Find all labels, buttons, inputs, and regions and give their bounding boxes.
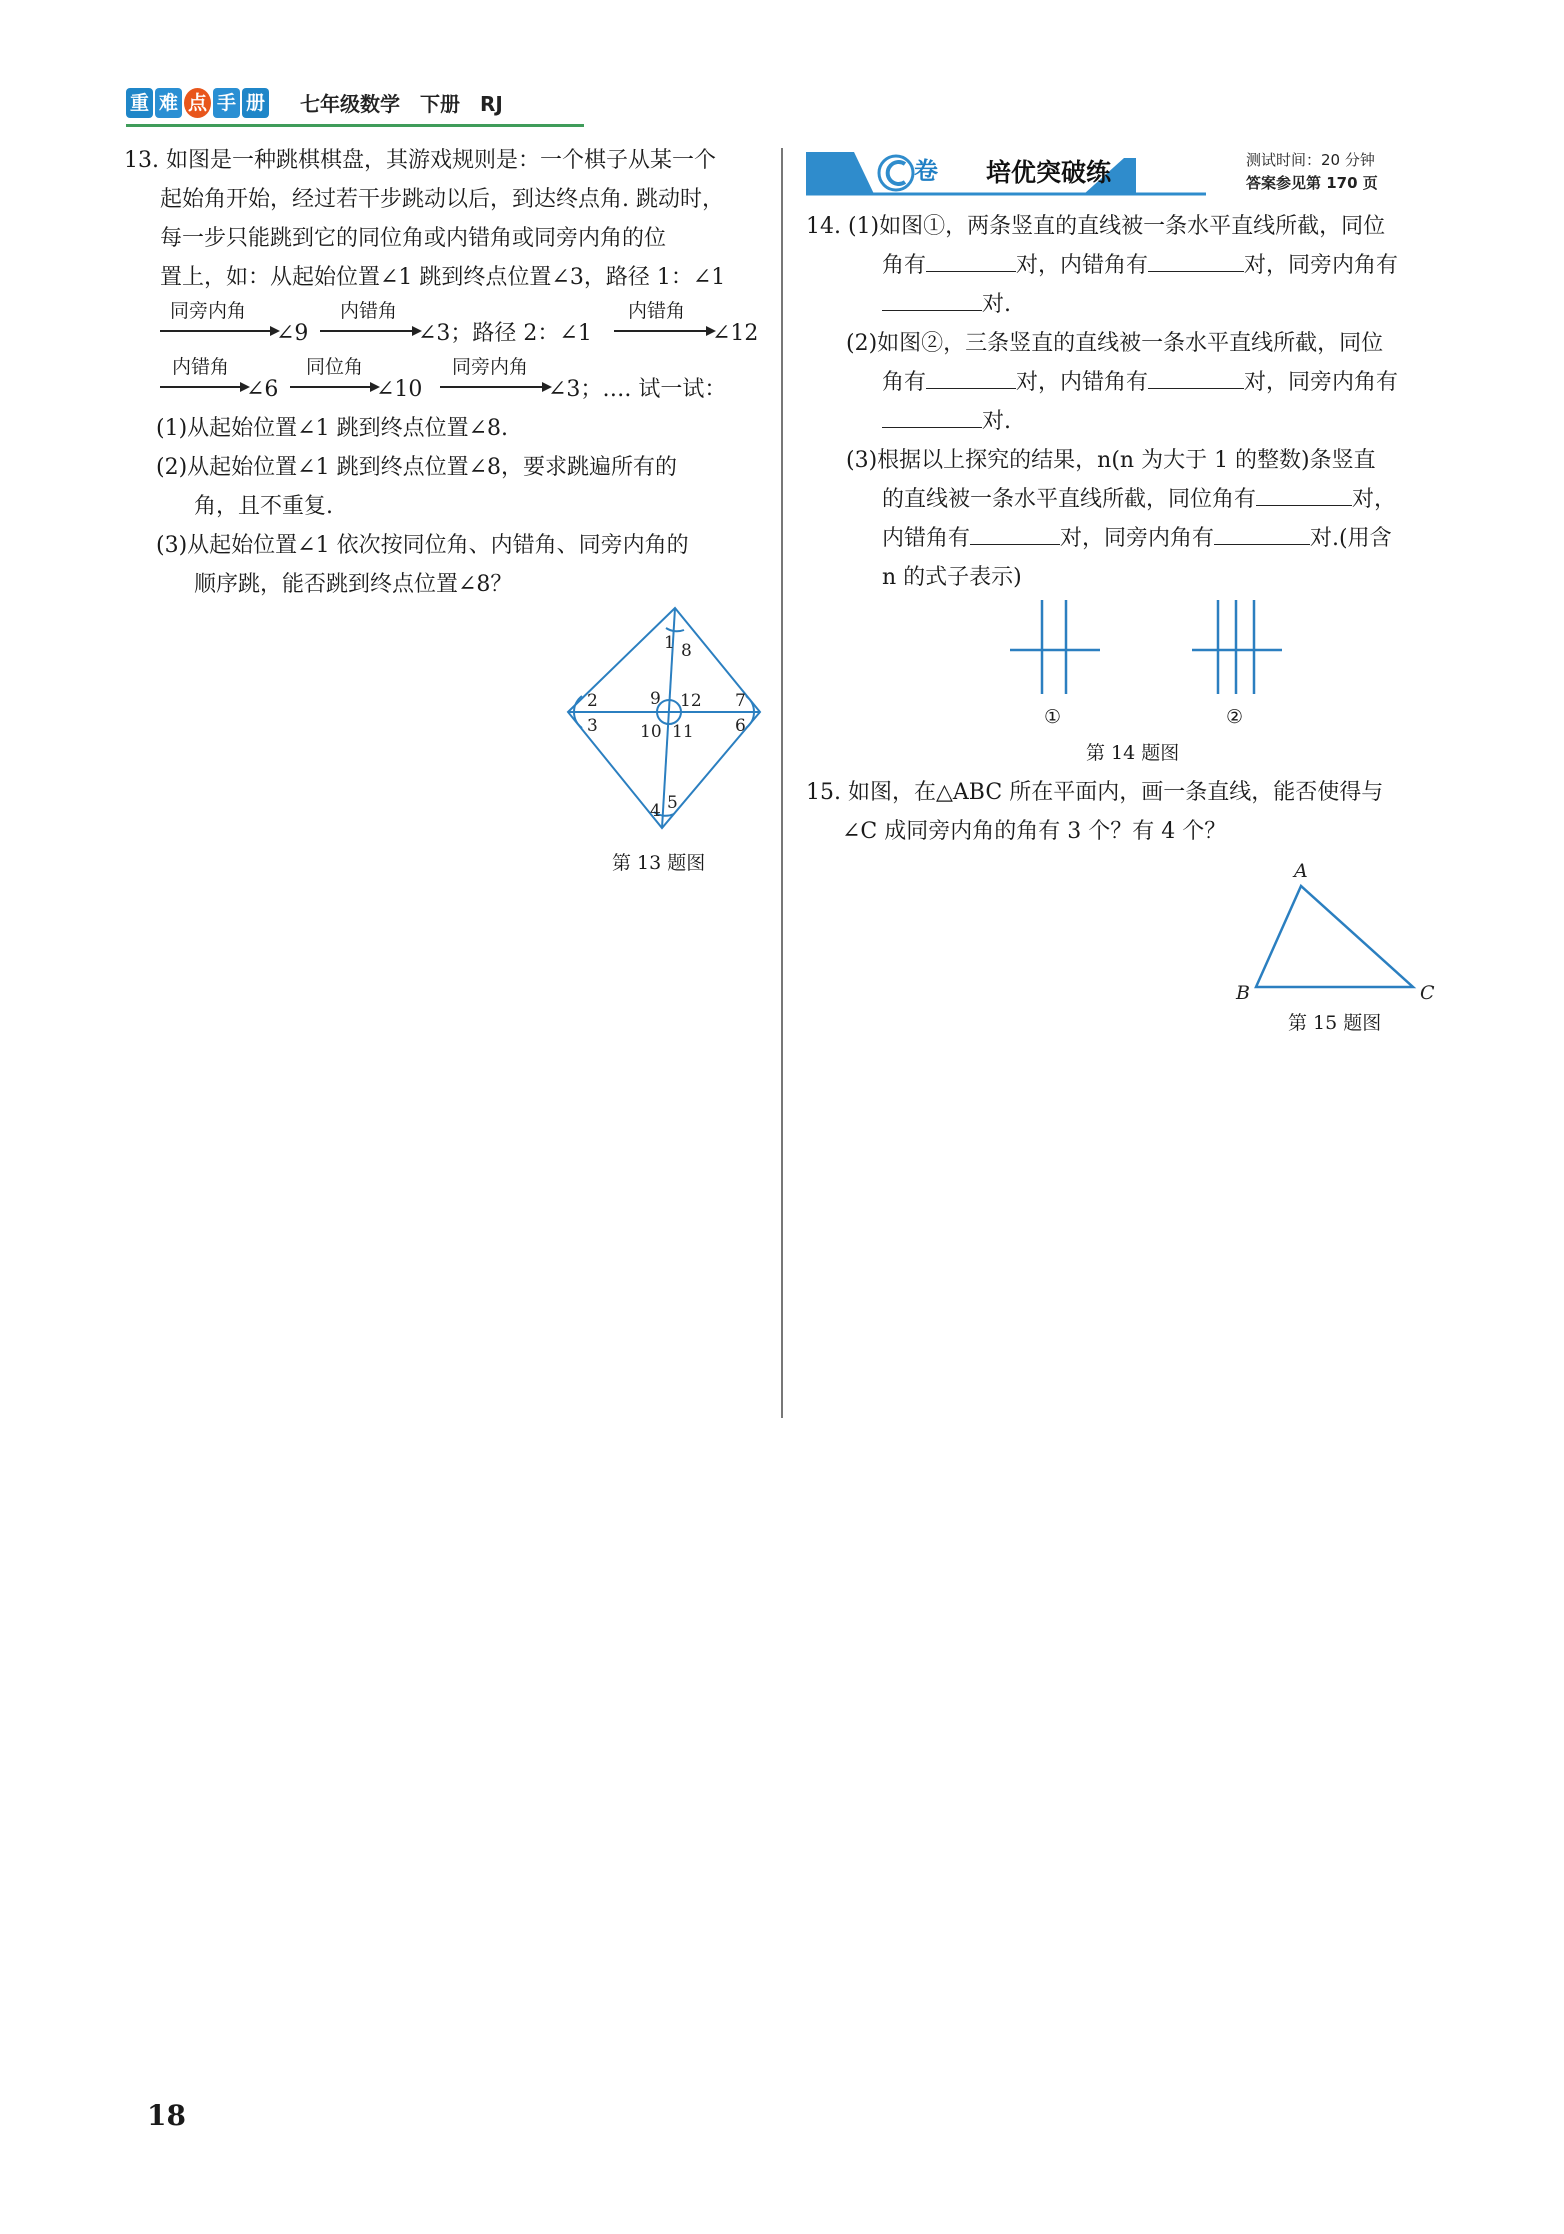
column-divider: [781, 148, 783, 1418]
header-rule: [126, 124, 584, 127]
q13-line-1: 13. 如图是一种跳棋棋盘，其游戏规则是：一个棋子从某一个: [124, 148, 716, 173]
triangle-abc: [1256, 886, 1413, 987]
q14-p1-line-1: 14. (1)如图①，两条竖直的直线被一条水平直线所截，同位: [806, 214, 1386, 239]
q15-line-2: ∠C 成同旁内角的角有 3 个？有 4 个？: [842, 819, 1227, 844]
arrow-line: [290, 386, 372, 388]
angle-text: ∠6: [246, 377, 279, 402]
answer-blank[interactable]: [1148, 364, 1244, 389]
arrow-line: [440, 386, 544, 388]
q15-line-1: 15. 如图，在△ABC 所在平面内，画一条直线，能否使得与: [806, 780, 1384, 805]
q13-sub-3a: (3)从起始位置∠1 依次按同位角、内错角、同旁内角的: [156, 533, 689, 558]
vertex-b-label: B: [1236, 982, 1250, 1004]
q14-p3-line-2: 的直线被一条水平直线所截，同位角有 对，: [882, 481, 1396, 519]
q14-p3-line-1: (3)根据以上探究的结果，n(n 为大于 1 的整数)条竖直: [846, 448, 1376, 473]
q13-line-4: 置上，如：从起始位置∠1 跳到终点位置∠3，路径 1：∠1: [160, 265, 726, 290]
q15-caption: 第 15 题图: [1288, 1012, 1382, 1034]
arrow-label-alternate: 内错角: [172, 356, 230, 378]
arrow-label-alternate: 内错角: [628, 300, 686, 322]
q14-figures: [1000, 598, 1290, 698]
q13-line-2: 起始角开始，经过若干步跳动以后，到达终点角. 跳动时，: [160, 187, 724, 212]
arrow-line: [160, 386, 242, 388]
fig2-label: ②: [1226, 706, 1244, 728]
brand-char: 点: [184, 88, 211, 118]
q14-p2-line-1: (2)如图②，三条竖直的直线被一条水平直线所截，同位: [846, 331, 1384, 356]
angle-label: 6: [735, 716, 746, 736]
fig1-label: ①: [1044, 706, 1062, 728]
q14-p2-line-2: 角有 对，内错角有 对，同旁内角有: [882, 364, 1398, 402]
arrow-line: [614, 330, 708, 332]
q14-p1-line-2: 角有 对，内错角有 对，同旁内角有: [882, 247, 1398, 285]
angle-label: 3: [587, 716, 598, 736]
page-number: 18: [147, 2099, 186, 2132]
angle-label: 11: [672, 722, 694, 742]
answer-blank[interactable]: [882, 286, 982, 311]
q14-p1-line-3: 对.: [882, 286, 1011, 324]
answer-blank[interactable]: [1256, 481, 1352, 506]
answer-blank[interactable]: [1148, 247, 1244, 272]
q14-caption: 第 14 题图: [1086, 742, 1180, 764]
q15-triangle-figure: [1232, 856, 1448, 1006]
angle-label: 4: [650, 801, 661, 821]
angle-text: ∠10: [376, 377, 423, 402]
angle-label: 8: [681, 641, 692, 661]
answer-blank[interactable]: [926, 247, 1016, 272]
arrow-label-corresponding: 同位角: [306, 356, 364, 378]
q13-line-3: 每一步只能跳到它的同位角或内错角或同旁内角的位: [160, 226, 667, 251]
arrow-line: [160, 330, 272, 332]
angle-label: 9: [650, 689, 661, 709]
answer-blank[interactable]: [1214, 520, 1310, 545]
angle-label: 12: [680, 691, 702, 711]
q14-p3-line-3: 内错角有 对，同旁内角有 对.(用含: [882, 520, 1392, 558]
top-angle-arc: [666, 628, 684, 631]
banner-left-shape: [806, 152, 874, 194]
answer-blank[interactable]: [882, 403, 982, 428]
q13-figure: [560, 606, 770, 846]
answer-blank[interactable]: [926, 364, 1016, 389]
angle-label: 7: [735, 691, 746, 711]
brand-char: 册: [242, 88, 269, 118]
arrow-label-same-side: 同旁内角: [452, 356, 529, 378]
vertex-c-label: C: [1420, 982, 1435, 1004]
angle-label: 5: [667, 793, 678, 813]
angle-text: ∠12: [712, 321, 759, 346]
brand-char: 难: [155, 88, 182, 118]
angle-text: ∠3；路径 2：∠1: [418, 321, 592, 346]
banner-title: 培优突破练: [986, 158, 1112, 187]
q13-caption: 第 13 题图: [612, 852, 706, 874]
arrow-label-alternate: 内错角: [340, 300, 398, 322]
brand-logo: [126, 88, 271, 122]
angle-label: 2: [587, 691, 598, 711]
q13-sub-2a: (2)从起始位置∠1 跳到终点位置∠8，要求跳遍所有的: [156, 455, 678, 480]
q14-p2-line-3: 对.: [882, 403, 1011, 441]
arrow-label-same-side: 同旁内角: [170, 300, 247, 322]
answer-blank[interactable]: [970, 520, 1060, 545]
book-title: 七年级数学 下册 RJ: [300, 92, 503, 116]
brand-char: 重: [126, 88, 153, 118]
q13-sub-2b: 角，且不重复.: [194, 494, 333, 519]
q14-p3-line-4: n 的式子表示): [882, 565, 1022, 590]
banner-answer-ref: 答案参见第 170 页: [1246, 174, 1378, 192]
q13-sub-3b: 顺序跳，能否跳到终点位置∠8？: [194, 572, 513, 597]
angle-label: 1: [664, 633, 675, 653]
angle-text: ∠3；…. 试一试：: [548, 377, 727, 402]
angle-label: 10: [640, 722, 662, 742]
angle-text: ∠9: [276, 321, 309, 346]
banner-time: 测试时间：20 分钟: [1246, 151, 1375, 169]
q13-sub-1: (1)从起始位置∠1 跳到终点位置∠8.: [156, 416, 509, 441]
brand-char: 手: [213, 88, 240, 118]
banner-vol-mark: 卷: [914, 157, 938, 185]
arrow-line: [320, 330, 414, 332]
vertex-a-label: A: [1294, 860, 1308, 882]
